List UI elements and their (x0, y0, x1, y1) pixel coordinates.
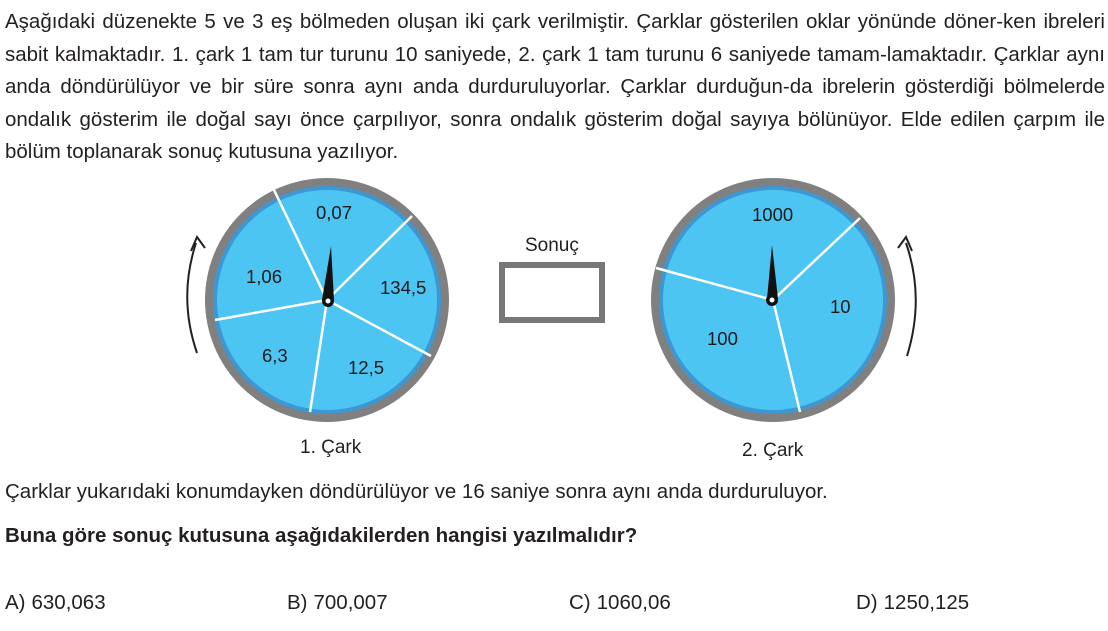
option-d[interactable] (856, 591, 969, 615)
result-label: Sonuç (525, 235, 579, 256)
option-d-letter: D) (856, 591, 878, 614)
wheel-1-segment-1: 0,07 (316, 202, 353, 223)
result-box (502, 235, 602, 320)
option-b-text: 700,007 (313, 591, 388, 614)
wheel-1-label: 1. Çark (300, 437, 362, 458)
wheel-1-segment-4: 6,3 (262, 345, 288, 366)
problem-text: Aşağıdaki düzenekte 5 ve 3 eş bölmeden oluşan iki çark verilmiştir. Çarklar gösterilen oklar yönünde döner-ken ibreleri sabit kalmaktadır. 1. çark 1 tam tur turunu 10 saniyede, 2. çark 1 tam turunu 6 saniyede tamam-lamaktadır. Çarklar aynı anda döndürülüyor ve bir süre sonra aynı anda durduruluyorlar. Çarklar durduğun-da ibrelerin gösterdiği bölmelerde ondalık gösterim ile doğal sayı önce çarpılıyor, sonra ondalık gösterim doğal sayıya bölünüyor. Elde edilen çarpım ile bölüm toplanarak sonuç kutusuna yazılıyor. (5, 10, 1105, 163)
option-a[interactable] (5, 591, 106, 615)
option-c-letter: C) (569, 591, 591, 614)
wheel-1-segment-2: 134,5 (380, 277, 427, 298)
option-a-letter: A) (5, 591, 26, 614)
wheel-1-rotation-arrow (187, 243, 197, 353)
wheel-1-segment-5: 1,06 (246, 266, 283, 287)
wheels-diagram (0, 168, 1108, 468)
wheel-1 (187, 178, 449, 458)
option-c-text: 1060,06 (596, 591, 671, 614)
wheel-2-segment-3: 100 (707, 328, 738, 349)
condition-text: Çarklar yukarıdaki konumdayken döndürülüyor ve 16 saniye sonra aynı anda durduruluyor. (5, 480, 828, 503)
wheel-2-segment-1: 1000 (752, 204, 794, 225)
question-text: Buna göre sonuç kutusuna aşağıdakilerden hangisi yazılmalıdır? (5, 524, 638, 547)
wheel-1-segment-3: 12,5 (348, 357, 385, 378)
wheel-2-rotation-arrow (906, 243, 916, 356)
wheel-2 (651, 178, 916, 461)
option-b-letter: B) (287, 591, 308, 614)
option-a-text: 630,063 (31, 591, 106, 614)
wheel-2-label: 2. Çark (742, 440, 804, 461)
option-c[interactable] (569, 591, 671, 615)
option-d-text: 1250,125 (883, 591, 970, 614)
wheel-2-segment-2: 10 (830, 296, 851, 317)
option-b[interactable] (287, 591, 388, 615)
